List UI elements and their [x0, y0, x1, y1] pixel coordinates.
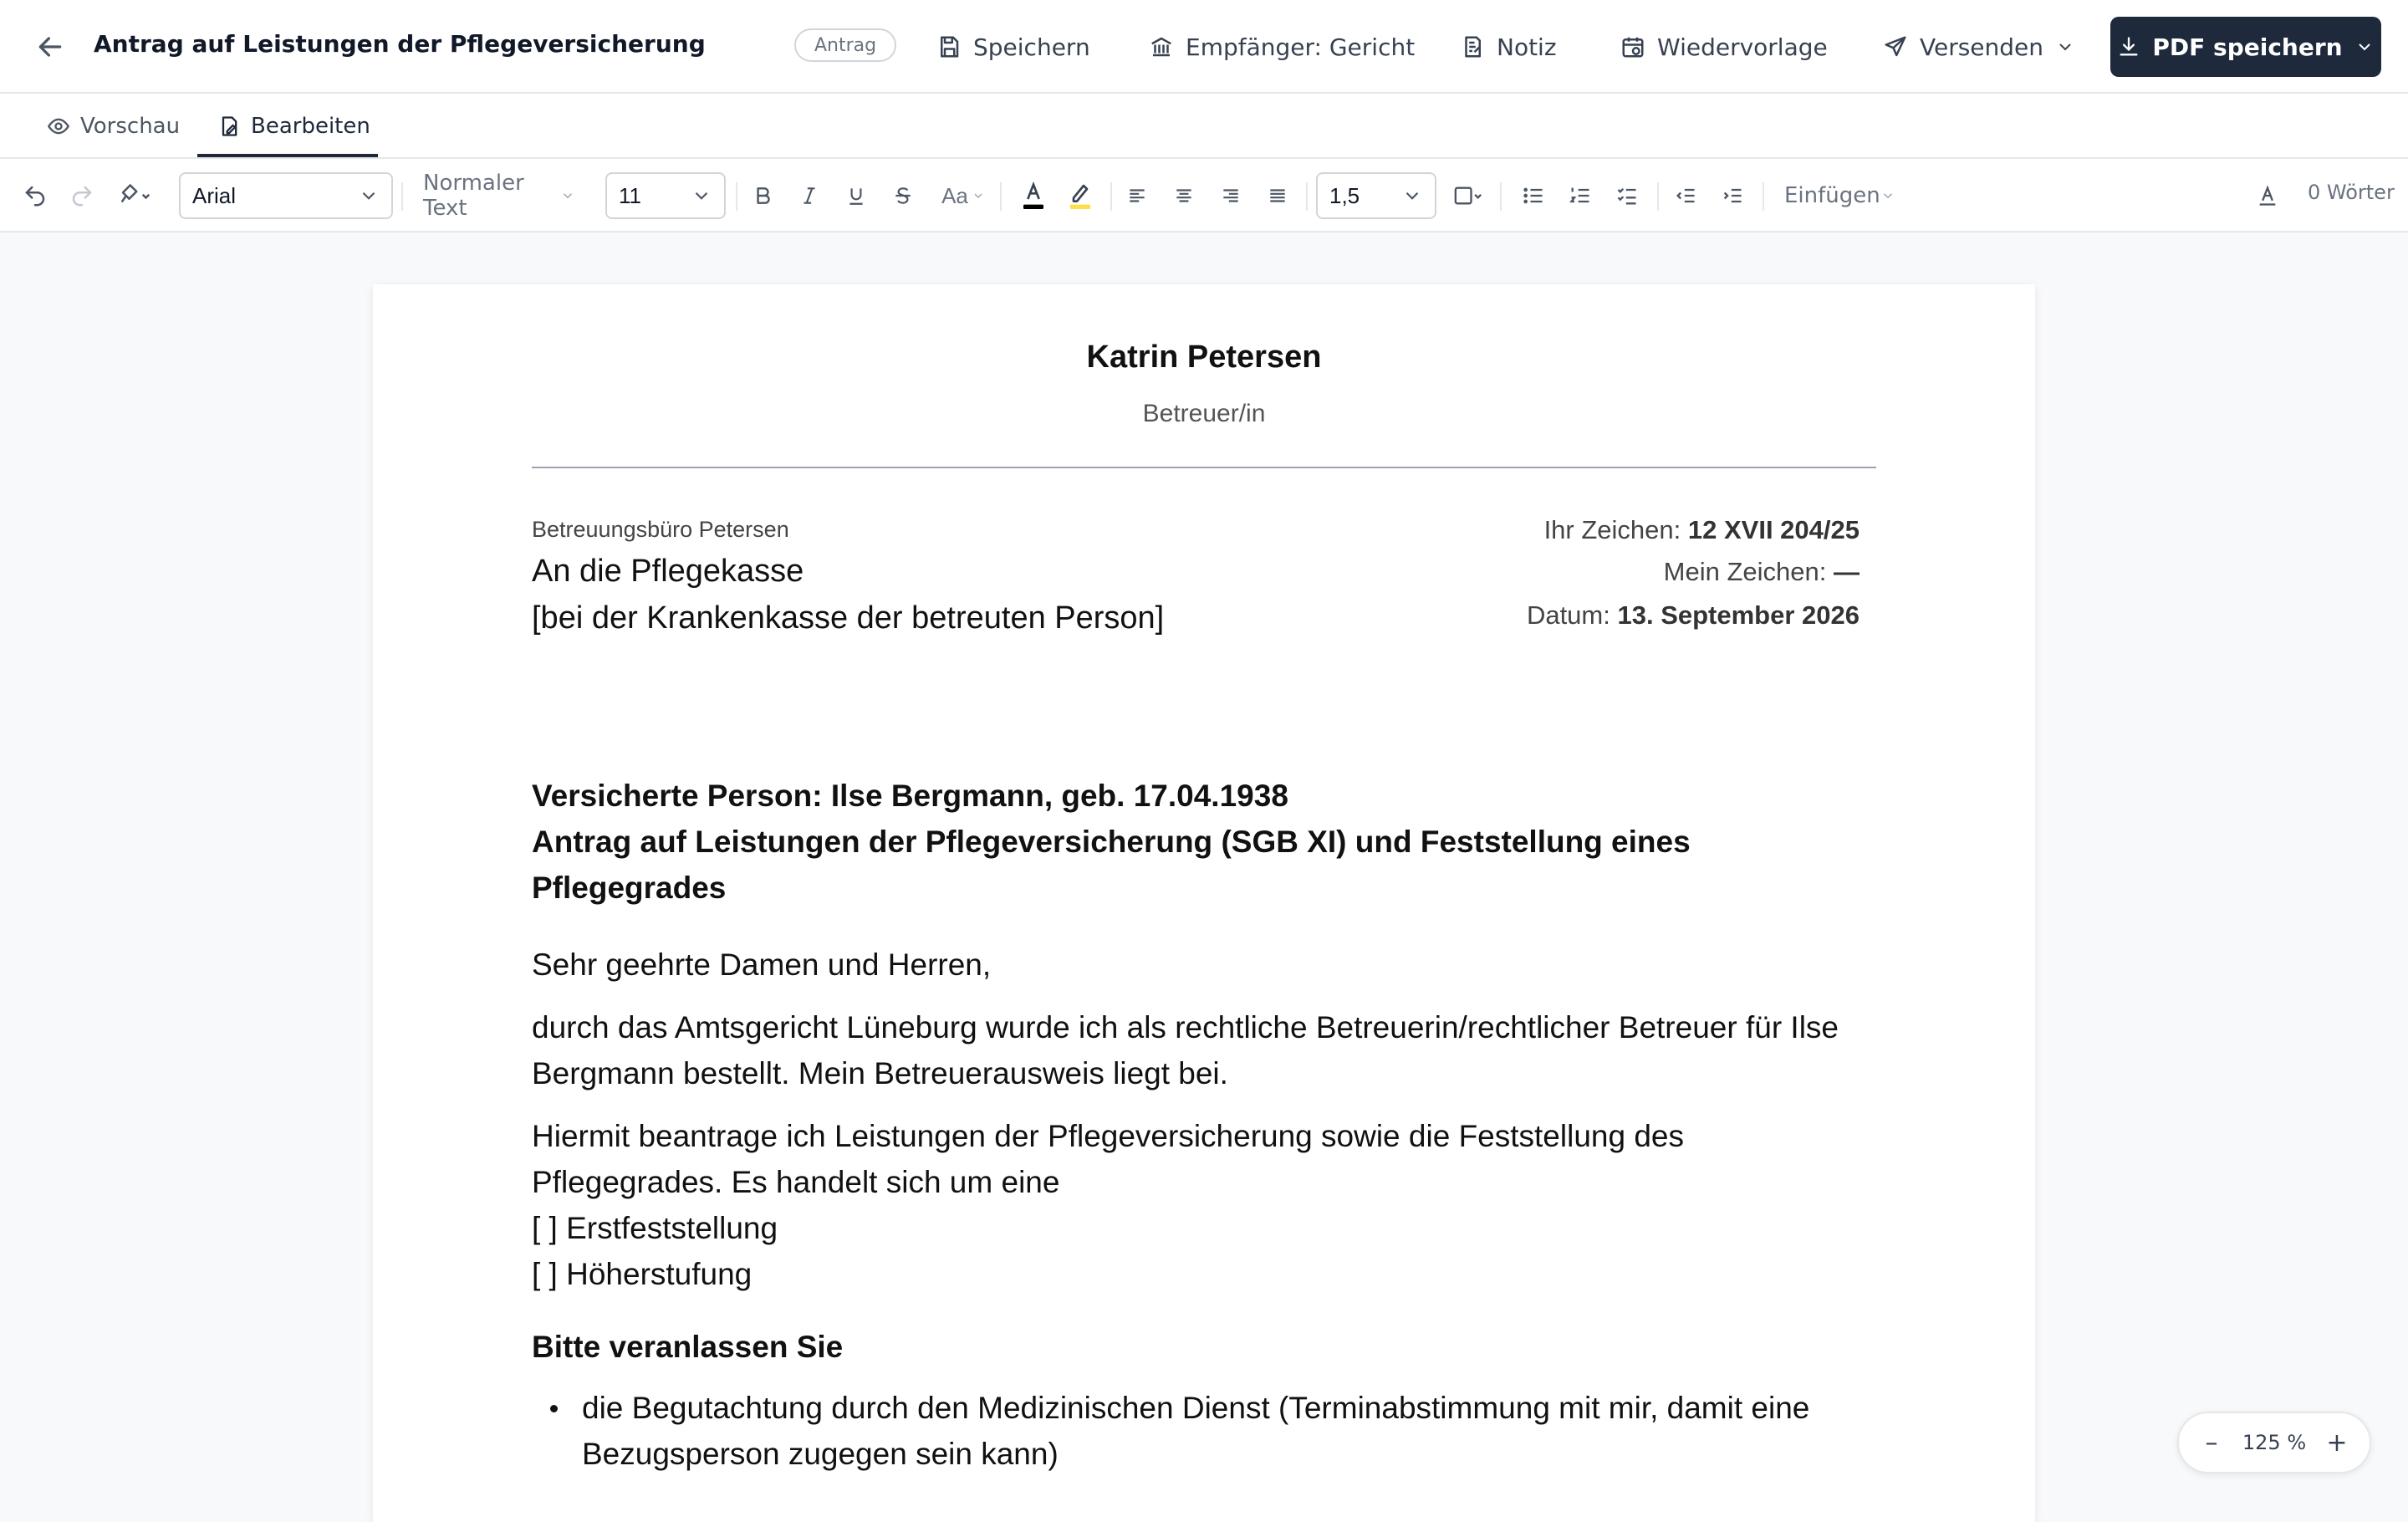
chevron-down-icon [1401, 185, 1423, 207]
toolbar-divider [1500, 182, 1502, 211]
reference-your [1544, 515, 1860, 545]
calendar-clock-icon [1620, 34, 1645, 59]
chevron-down-icon [358, 185, 380, 207]
send-button[interactable] [1883, 25, 2075, 69]
tab-preview[interactable] [47, 110, 180, 142]
chevron-down-icon [972, 189, 985, 202]
checklist-icon[interactable] [1610, 179, 1644, 212]
reference-your-value: 12 XVII 204/25 [1687, 515, 1860, 544]
underline-icon[interactable] [839, 179, 873, 212]
date-value: 13. September 2026 [1617, 600, 1860, 630]
chevron-down-icon [560, 188, 575, 203]
tab-preview-label: Vorschau [80, 114, 181, 139]
toolbar-divider [736, 182, 737, 211]
toolbar-divider [1306, 182, 1308, 211]
font-size-select[interactable] [605, 172, 726, 219]
save-pdf-label: PDF speichern [2152, 33, 2343, 61]
paragraph-style-value: Normaler Text [423, 171, 524, 221]
align-center-icon[interactable] [1167, 179, 1201, 212]
line-height-select[interactable] [1316, 172, 1436, 219]
zoom-out-button[interactable]: – [2205, 1428, 2218, 1458]
document-title: Antrag auf Leistungen der Pflegeversicherung [94, 30, 706, 58]
active-tab-indicator [197, 154, 378, 157]
document-page[interactable] [373, 284, 2035, 1522]
word-count: 0 Wörter [2308, 181, 2395, 204]
recipient-button[interactable] [1149, 25, 1415, 69]
align-right-icon[interactable] [1214, 179, 1247, 212]
insert-label: Einfügen [1784, 183, 1880, 208]
text-case-label: Aa [941, 182, 968, 208]
eye-icon [47, 115, 70, 138]
italic-icon[interactable] [793, 179, 826, 212]
section-heading: Bitte veranlassen Sie [532, 1330, 844, 1364]
note-icon [1460, 34, 1485, 59]
zoom-control [2177, 1412, 2371, 1473]
text-case-button[interactable] [936, 179, 990, 212]
note-button[interactable] [1460, 25, 1557, 69]
recipient-label: Empfänger: Gericht [1186, 33, 1416, 61]
list-item-text: die Begutachtung durch den Medizinischen Dienst (Terminabstimmung mit mir, damit eine Bezugsperson zugegen sein kann) [582, 1391, 1810, 1471]
paragraph-style-select[interactable] [410, 172, 589, 219]
back-arrow-icon[interactable] [33, 30, 67, 64]
toolbar-divider [1657, 182, 1659, 211]
building-icon [1149, 34, 1174, 59]
edit-document-icon [217, 115, 241, 138]
letter-date [1527, 600, 1860, 631]
chevron-down-icon [2055, 37, 2075, 57]
body-paragraph-1: durch das Amtsgericht Lüneburg wurde ich als rechtliche Betreuerin/rechtlicher Betreuer für Ilse Bergmann bestellt. Mein Betreuerausweis liegt bei. [532, 1010, 1839, 1090]
subject-line-1: Versicherte Person: Ilse Bergmann, geb. 17.04.1938 [532, 779, 1288, 813]
send-icon [1883, 34, 1908, 59]
recipient-address-line-2: [bei der Krankenkasse der betreuten Person] [532, 600, 1165, 636]
note-label: Notiz [1497, 33, 1557, 61]
border-icon[interactable] [1445, 179, 1492, 212]
subject-line-2: Antrag auf Leistungen der Pflegeversicherung (SGB XI) und Feststellung eines Pflegegrades [532, 825, 1691, 905]
option-initial-assessment: [ ] Erstfeststellung [532, 1211, 778, 1245]
document-type-badge: Antrag [794, 28, 896, 62]
outdent-icon[interactable] [1669, 179, 1702, 212]
option-upgrade: [ ] Höherstufung [532, 1257, 752, 1291]
zoom-level: 125 % [2242, 1431, 2307, 1454]
bullet-dot [550, 1405, 558, 1412]
followup-button[interactable] [1620, 25, 1828, 69]
body-paragraph-2-text: Hiermit beantrage ich Leistungen der Pflegeversicherung sowie die Feststellung des Pflegegrades. Es handelt sich um eine [532, 1119, 1684, 1199]
top-bar [0, 0, 2408, 94]
chevron-down-icon [2354, 37, 2375, 57]
sender-role: Betreuer/in [1142, 400, 1266, 427]
toolbar-divider [1110, 182, 1112, 211]
undo-icon[interactable] [18, 179, 52, 212]
save-label: Speichern [973, 33, 1090, 61]
save-button[interactable] [936, 25, 1090, 69]
reference-your-label: Ihr Zeichen: [1543, 515, 1681, 544]
salutation: Sehr geehrte Damen und Herren, [532, 947, 992, 982]
followup-label: Wiedervorlage [1657, 33, 1828, 61]
list-item [532, 1385, 1876, 1477]
bullet-list-icon[interactable] [1517, 179, 1550, 212]
chevron-down-icon [691, 185, 712, 207]
subject [532, 773, 1876, 911]
tab-edit[interactable] [217, 110, 370, 142]
chevron-down-icon [1880, 188, 1895, 203]
send-label: Versenden [1920, 33, 2044, 61]
formatting-toolbar [0, 159, 2408, 232]
download-icon [2117, 35, 2140, 59]
save-icon [936, 34, 962, 59]
header-divider [532, 467, 1876, 468]
recipient-address-line-1: An die Pflegekasse [532, 554, 804, 589]
clear-format-icon[interactable] [2251, 179, 2284, 212]
bold-icon[interactable] [746, 179, 779, 212]
text-color-icon[interactable] [1017, 179, 1050, 212]
strikethrough-icon[interactable] [886, 179, 920, 212]
date-label: Datum: [1526, 600, 1610, 630]
font-family-select[interactable] [179, 172, 393, 219]
align-justify-icon[interactable] [1261, 179, 1294, 212]
indent-icon[interactable] [1716, 179, 1749, 212]
reference-mine-label: Mein Zeichen: [1663, 557, 1827, 586]
request-list [532, 1385, 1876, 1477]
reference-mine [1664, 557, 1860, 587]
insert-menu[interactable] [1771, 172, 1896, 219]
save-pdf-button[interactable] [2110, 17, 2381, 77]
numbered-list-icon[interactable] [1564, 179, 1597, 212]
redo-icon[interactable] [65, 179, 99, 212]
line-height-value: 1,5 [1329, 182, 1360, 208]
toolbar-divider [1763, 182, 1764, 211]
font-family-value: Arial [192, 182, 237, 208]
view-tabs [0, 94, 2408, 159]
highlight-icon[interactable] [1064, 179, 1097, 212]
toolbar-divider [1000, 182, 1002, 211]
format-painter-icon[interactable] [112, 179, 159, 212]
zoom-in-button[interactable]: + [2326, 1428, 2348, 1458]
toolbar-divider [401, 182, 403, 211]
align-left-icon[interactable] [1120, 179, 1154, 212]
font-size-value: 11 [619, 182, 641, 208]
sender-name: Katrin Petersen [1086, 340, 1322, 375]
body-paragraph-2 [532, 1113, 1876, 1297]
tab-edit-label: Bearbeiten [251, 114, 370, 139]
reference-mine-value: — [1834, 557, 1860, 586]
sender-office: Betreuungsbüro Petersen [532, 517, 789, 542]
